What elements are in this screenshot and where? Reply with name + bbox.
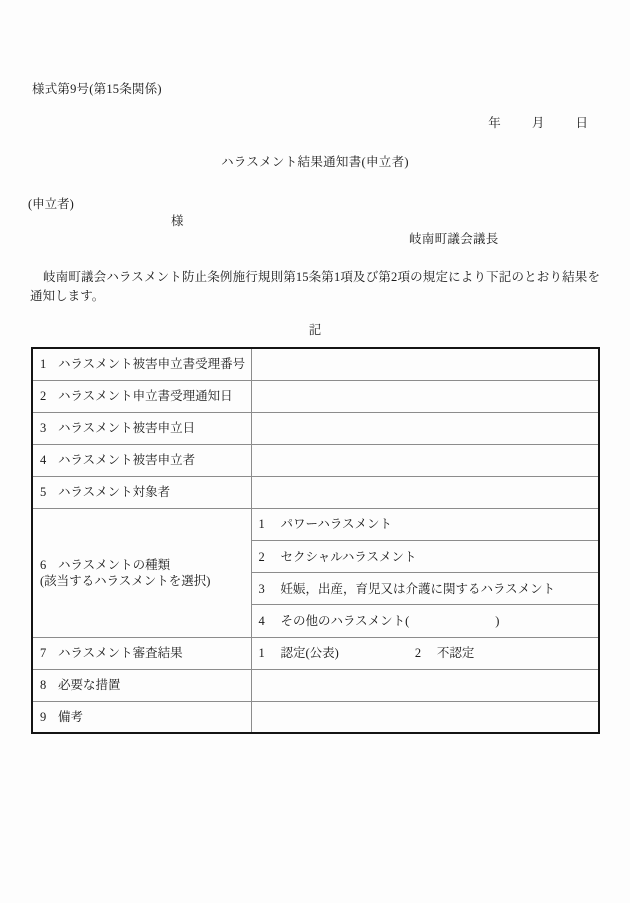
row-value-5[interactable] <box>251 476 599 508</box>
row-value-7 <box>251 637 599 669</box>
table-row <box>32 348 599 380</box>
row-value-1[interactable] <box>251 348 599 380</box>
type-option-1-number: 1 <box>258 517 265 532</box>
row-label-6-line2: (該当するハラスメントを選択) <box>40 573 211 588</box>
type-option-4-close-paren: ) <box>495 613 500 628</box>
table-row <box>32 669 599 701</box>
row-value-8[interactable] <box>251 669 599 701</box>
row-label-text-5: ハラスメント対象者 <box>58 485 171 499</box>
form-number: 様式第9号(第15条関係) <box>32 82 162 96</box>
ki-marker: 記 <box>308 323 322 337</box>
type-option-4[interactable] <box>252 605 599 637</box>
type-option-2-label: セクシャルハラスメント <box>280 549 417 564</box>
option-row <box>252 509 599 541</box>
option-row <box>252 605 599 637</box>
row-label-3 <box>32 412 251 444</box>
row-label-9 <box>32 701 251 733</box>
addressee-role-label: (申立者) <box>28 197 74 211</box>
row-label-text-1: ハラスメント被害申立書受理番号 <box>58 357 246 372</box>
notification-table <box>31 347 600 734</box>
type-option-4-label: その他のハラスメント( <box>280 613 410 628</box>
option-row <box>252 573 599 605</box>
row-number-9: 9 <box>40 709 47 724</box>
row-label-text-4: ハラスメント被害申立者 <box>58 453 196 467</box>
row-label-7 <box>32 637 251 669</box>
row-value-3[interactable] <box>251 412 599 444</box>
row-number-5: 5 <box>40 485 47 499</box>
type-option-2[interactable] <box>252 541 599 573</box>
table-row-result <box>32 637 599 669</box>
row-label-text-2: ハラスメント申立書受理通知日 <box>58 389 233 403</box>
type-option-2-number: 2 <box>258 549 265 564</box>
option-row <box>252 541 599 573</box>
row-number-2: 2 <box>40 389 47 403</box>
date-day-label: 日 <box>575 116 588 130</box>
type-option-3[interactable] <box>252 573 599 605</box>
body-paragraph: 岐南町議会ハラスメント防止条例施行規則第15条第1項及び第2項の規定により下記のとおり結果を通知します。 <box>30 270 600 303</box>
row-label-6 <box>32 508 251 637</box>
row-label-4 <box>32 444 251 476</box>
row-label-text-3: ハラスメント被害申立日 <box>58 421 196 435</box>
table-row <box>32 701 599 733</box>
row-number-3: 3 <box>40 421 47 435</box>
row-label-2 <box>32 380 251 412</box>
result-option-1-label: 認定(公表) <box>280 646 339 660</box>
type-option-3-label: 妊娠，出産，育児又は介護に関するハラスメント <box>280 581 556 596</box>
row-label-text-9: 備考 <box>58 709 84 724</box>
type-option-4-number: 4 <box>258 613 265 628</box>
row-number-8: 8 <box>40 678 47 692</box>
harassment-type-options <box>252 509 599 637</box>
row-number-1: 1 <box>40 357 47 372</box>
table-row <box>32 476 599 508</box>
row-value-6 <box>251 508 599 637</box>
row-label-text-7: ハラスメント審査結果 <box>58 646 183 660</box>
row-label-1 <box>32 348 251 380</box>
table-row-harassment-type <box>32 508 599 637</box>
table-row <box>32 444 599 476</box>
row-number-6: 6 <box>40 557 47 572</box>
addressee-honorific: 様 <box>171 214 184 228</box>
type-option-1-label: パワーハラスメント <box>280 517 393 532</box>
row-value-2[interactable] <box>251 380 599 412</box>
row-label-text-8: 必要な措置 <box>58 678 121 692</box>
result-option-2-number: 2 <box>414 646 422 660</box>
issuer-name: 岐南町議会議長 <box>409 232 499 246</box>
row-label-5 <box>32 476 251 508</box>
table-row <box>32 412 599 444</box>
result-option-1-number: 1 <box>258 646 265 660</box>
row-label-6-line1 <box>40 557 251 573</box>
date-year-label: 年 <box>488 116 501 130</box>
row-label-text-6: ハラスメントの種類 <box>58 557 171 572</box>
type-option-1[interactable] <box>252 509 599 541</box>
row-value-9[interactable] <box>251 701 599 733</box>
result-option-2[interactable] <box>415 646 475 660</box>
row-value-4[interactable] <box>251 444 599 476</box>
row-label-8 <box>32 669 251 701</box>
page-title: ハラスメント結果通知書(申立者) <box>221 155 409 169</box>
row-number-4: 4 <box>40 453 47 467</box>
table-row <box>32 380 599 412</box>
type-option-3-number: 3 <box>258 581 265 596</box>
result-option-1[interactable] <box>259 646 339 660</box>
row-number-7: 7 <box>40 646 47 660</box>
date-month-label: 月 <box>531 116 545 130</box>
date-line <box>0 113 598 131</box>
result-option-2-label: 不認定 <box>436 646 475 660</box>
